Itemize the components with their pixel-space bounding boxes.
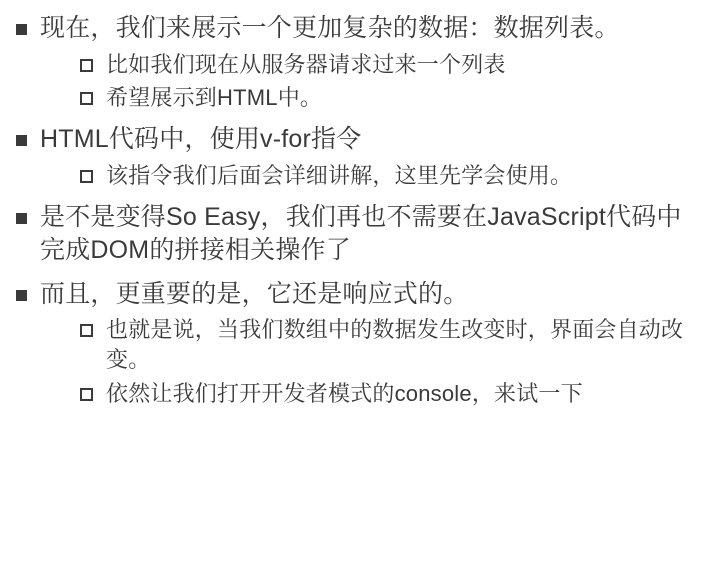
list-item [80, 50, 690, 80]
bullet-list-level2 [80, 315, 690, 409]
hollow-square-bullet-icon [80, 388, 93, 401]
square-bullet-icon [16, 135, 27, 146]
sublist-wrapper [40, 315, 690, 409]
bullet-list-level2 [80, 50, 690, 114]
list-item-label: 该指令我们后面会详细讲解，这里先学会使用。 [106, 162, 573, 188]
bullet-list-level2 [80, 161, 690, 191]
sublist-wrapper [40, 50, 690, 114]
list-item [80, 161, 690, 191]
list-item-label: 也就是说，当我们数组中的数据发生改变时，界面会自动改变。 [106, 317, 684, 373]
list-item [80, 379, 690, 409]
sublist-wrapper [40, 161, 690, 191]
list-item-label: 依然让我们打开开发者模式的console，来试一下 [106, 381, 583, 407]
list-item [14, 12, 690, 113]
list-item-label: HTML代码中，使用v-for指令 [40, 125, 362, 154]
list-item-label: 希望展示到HTML中。 [106, 85, 323, 111]
hollow-square-bullet-icon [80, 170, 93, 183]
square-bullet-icon [16, 213, 27, 224]
list-item [80, 315, 690, 375]
hollow-square-bullet-icon [80, 59, 93, 72]
list-item-label: 比如我们现在从服务器请求过来一个列表 [106, 51, 506, 77]
list-item-label: 是不是变得So Easy，我们再也不需要在JavaScript代码中完成DOM的拼接相关操作了 [40, 202, 682, 265]
hollow-square-bullet-icon [80, 324, 93, 337]
list-item [14, 278, 690, 409]
square-bullet-icon [16, 24, 27, 35]
list-item [14, 123, 690, 190]
list-item [14, 201, 690, 268]
square-bullet-icon [16, 290, 27, 301]
list-item-label: 现在，我们来展示一个更加复杂的数据：数据列表。 [40, 14, 620, 42]
hollow-square-bullet-icon [80, 92, 93, 105]
list-item [80, 83, 690, 113]
bullet-list-level1 [14, 12, 690, 409]
list-item-label: 而且，更重要的是，它还是响应式的。 [40, 279, 469, 308]
